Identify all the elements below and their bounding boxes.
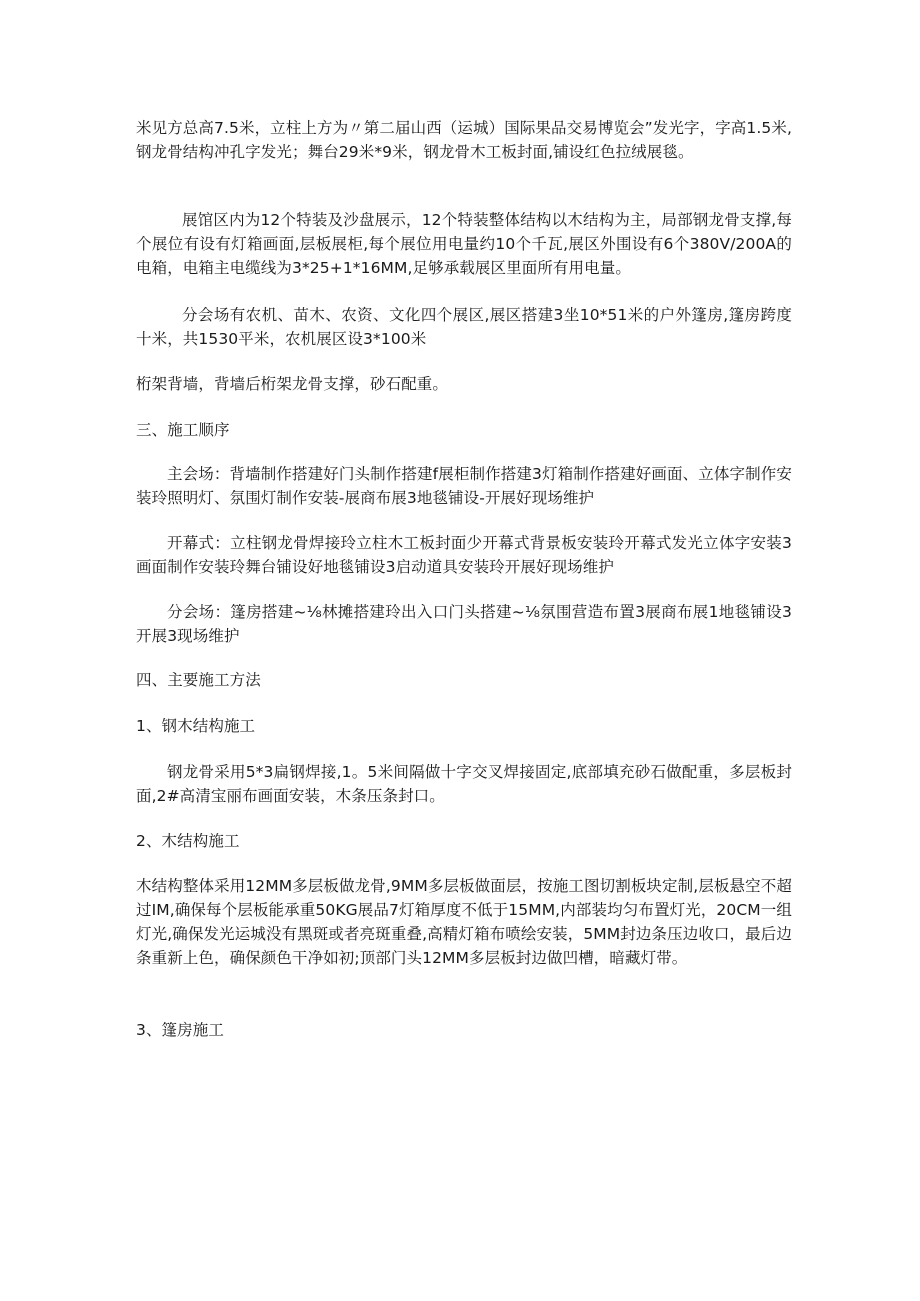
heading-construction-sequence: 三、施工顺序 xyxy=(136,421,230,439)
paragraph-steel-keel: 钢龙骨采用5*3扁钢焊接,1。5米间隔做十字交叉焊接固定,底部填充砂石做配重，多层板封面,2#高清宝丽布画面安装，木条压条封口。 xyxy=(136,763,792,805)
paragraph-opening-ceremony: 开幕式：立柱钢龙骨焊接玲立柱木工板封面少开幕式背景板安装玲开幕式发光立体字安装3画面制作安装玲舞台铺设好地毯铺设3启动道具安装玲开展好现场维护 xyxy=(136,534,792,576)
paragraph-wood-structure: 木结构整体采用12MM多层板做龙骨,9MM多层板做面层，按施工图切割板块定制,层板悬空不超过IM,确保每个层板能承重50KG展品7灯箱厚度不低于15MM,内部装均匀布置灯光，20CM一组灯光,确保发光运城没有黑斑或者亮斑重叠,高精灯箱布喷绘安装，5MM封边条压边收口，最后边条重新上色，确保颜色干净如初;顶部门头12MM多层板封边做凹槽，暗藏灯带。 xyxy=(136,877,792,967)
paragraph-branch-sequence: 分会场：篷房搭建~⅛林摊搭建玲出入口门头搭建~⅛氛围营造布置3展商布展1地毯铺设3开展3现场维护 xyxy=(136,603,792,645)
heading-wood-structure: 2、木结构施工 xyxy=(136,832,240,850)
paragraph-truss-wall: 桁架背墙，背墙后桁架龙骨支撑，砂石配重。 xyxy=(136,375,449,393)
paragraph-exhibition-hall: 展馆区内为12个特装及沙盘展示，12个特装整体结构以木结构为主，局部钢龙骨支撑,每个展位有设有灯箱画面,层板展柜,每个展位用电量约10个千瓦,展区外围设有6个380V/200A的电箱，电箱主电缆线为3*25+1*16MM,足够承载展区里面所有用电量。 xyxy=(136,211,792,277)
paragraph-main-venue: 主会场：背墙制作搭建好门头制作搭建f展柜制作搭建3灯箱制作搭建好画面、立体字制作安装玲照明灯、氛围灯制作安装-展商布展3地毯铺设-开展好现场维护 xyxy=(136,465,792,507)
paragraph-branch-venue: 分会场有农机、苗木、农资、文化四个展区,展区搭建3坐10*51米的户外篷房,篷房跨度十米，共1530平米，农机展区设3*100米 xyxy=(136,306,792,348)
paragraph-opening-stage: 米见方总高7.5米，立柱上方为〃第二届山西（运城）国际果品交易博览会”发光字，字高1.5米,钢龙骨结构冲孔字发光；舞台29米*9米，钢龙骨木工板封面,铺设红色拉绒展毯。 xyxy=(136,119,792,161)
heading-steel-wood-structure: 1、钢木结构施工 xyxy=(136,717,256,735)
heading-tent-construction: 3、篷房施工 xyxy=(136,1021,224,1039)
heading-construction-methods: 四、主要施工方法 xyxy=(136,671,261,689)
